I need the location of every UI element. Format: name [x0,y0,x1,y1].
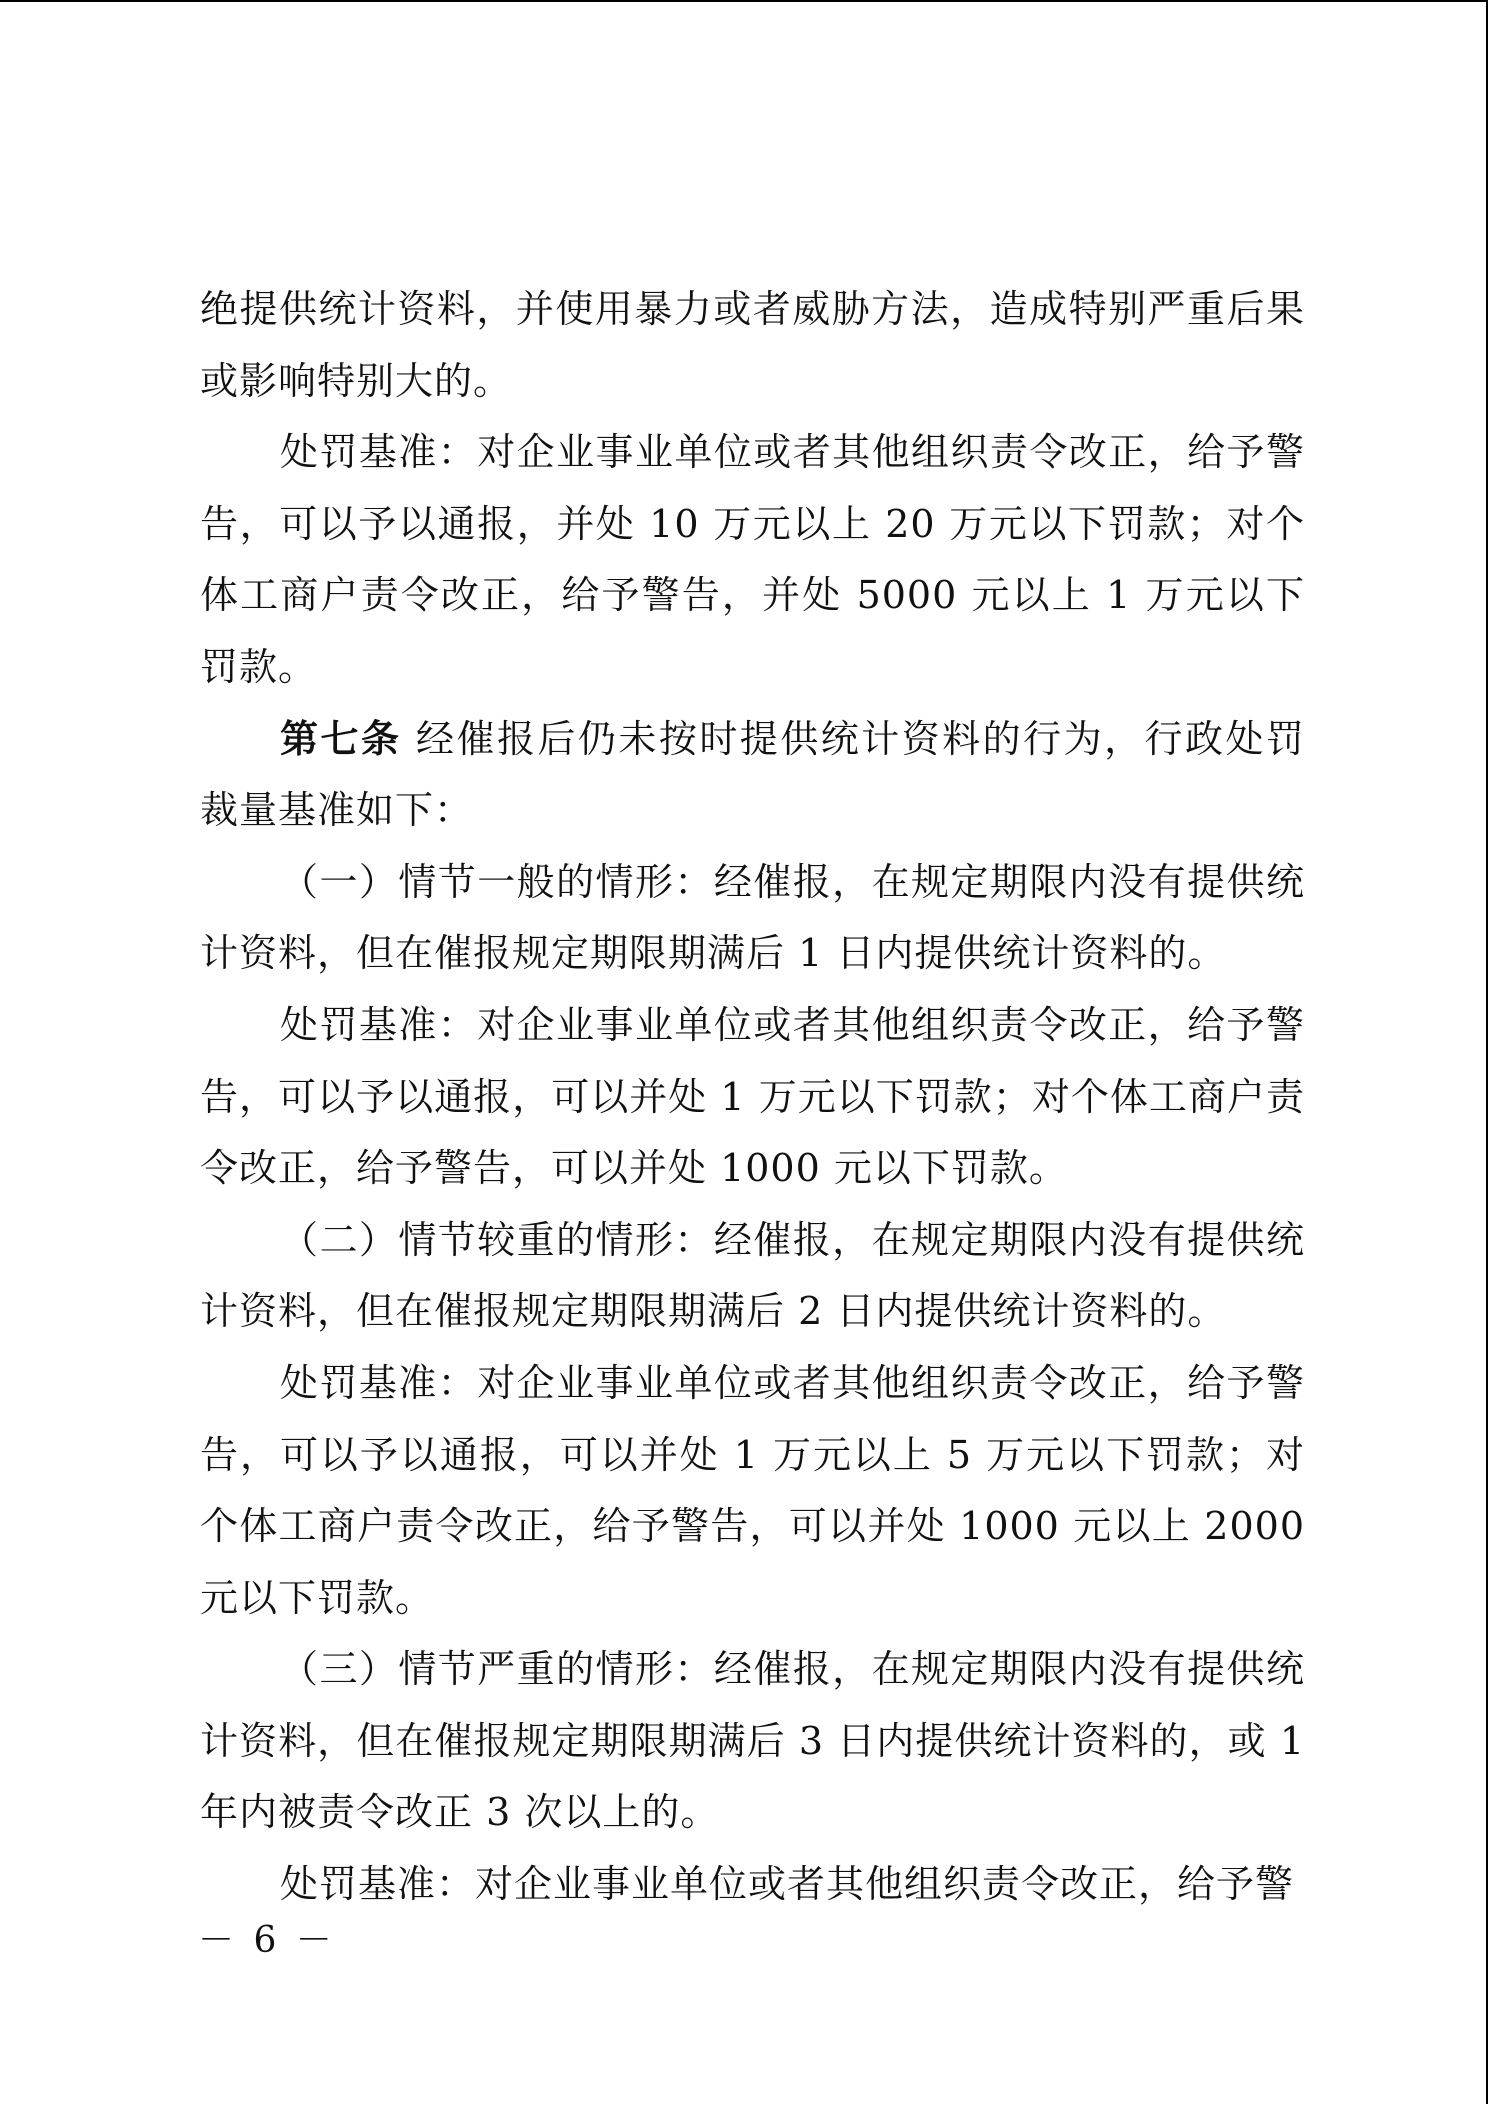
paragraph-item-general: （一）情节一般的情形：经催报，在规定期限内没有提供统计资料，但在催报规定期限期满后 1 日内提供统计资料的。 [200,859,1305,976]
paragraph-penalty-basis: 处罚基准：对企业事业单位或者其他组织责令改正，给予警告，可以予以通报，可以并处 1 万元以上 5 万元以下罚款；对个体工商户责令改正，给予警告，可以并处 1000 元以上 2000 元以下罚款。 [200,1360,1305,1620]
paragraph-penalty-basis: 处罚基准：对企业事业单位或者其他组织责令改正，给予警告，可以予以通报，可以并处 1 万元以下罚款；对个体工商户责令改正，给予警告，可以并处 1000 元以下罚款。 [200,1002,1305,1191]
paragraph-penalty-basis: 处罚基准：对企业事业单位或者其他组织责令改正，给予警 [280,1862,1295,1907]
paragraph-item-serious: （二）情节较重的情形：经催报，在规定期限内没有提供统计资料，但在催报规定期限期满后 2 日内提供统计资料的。 [200,1217,1305,1334]
paragraph-item-severe: （三）情节严重的情形：经催报，在规定期限内没有提供统计资料，但在催报规定期限期满后 3 日内提供统计资料的，或 1 年内被责令改正 3 次以上的。 [200,1647,1305,1835]
document-body [200,274,1305,1921]
page-number: － 6 － [198,1920,336,1961]
paragraph-article-seven [200,704,1305,847]
paragraph-penalty-basis: 处罚基准：对企业事业单位或者其他组织责令改正，给予警告，可以予以通报，并处 10 万元以上 20 万元以下罚款；对个体工商户责令改正，给予警告，并处 5000 元以上 1 万元以下罚款。 [200,430,1305,689]
article-heading: 第七条 [280,716,402,761]
article-text: 经催报后仍未按时提供统计资料的行为，行政处罚裁量基准如下： [200,716,1305,833]
paragraph-continuation: 绝提供统计资料，并使用暴力或者威胁方法，造成特别严重后果或影响特别大的。 [200,287,1305,403]
